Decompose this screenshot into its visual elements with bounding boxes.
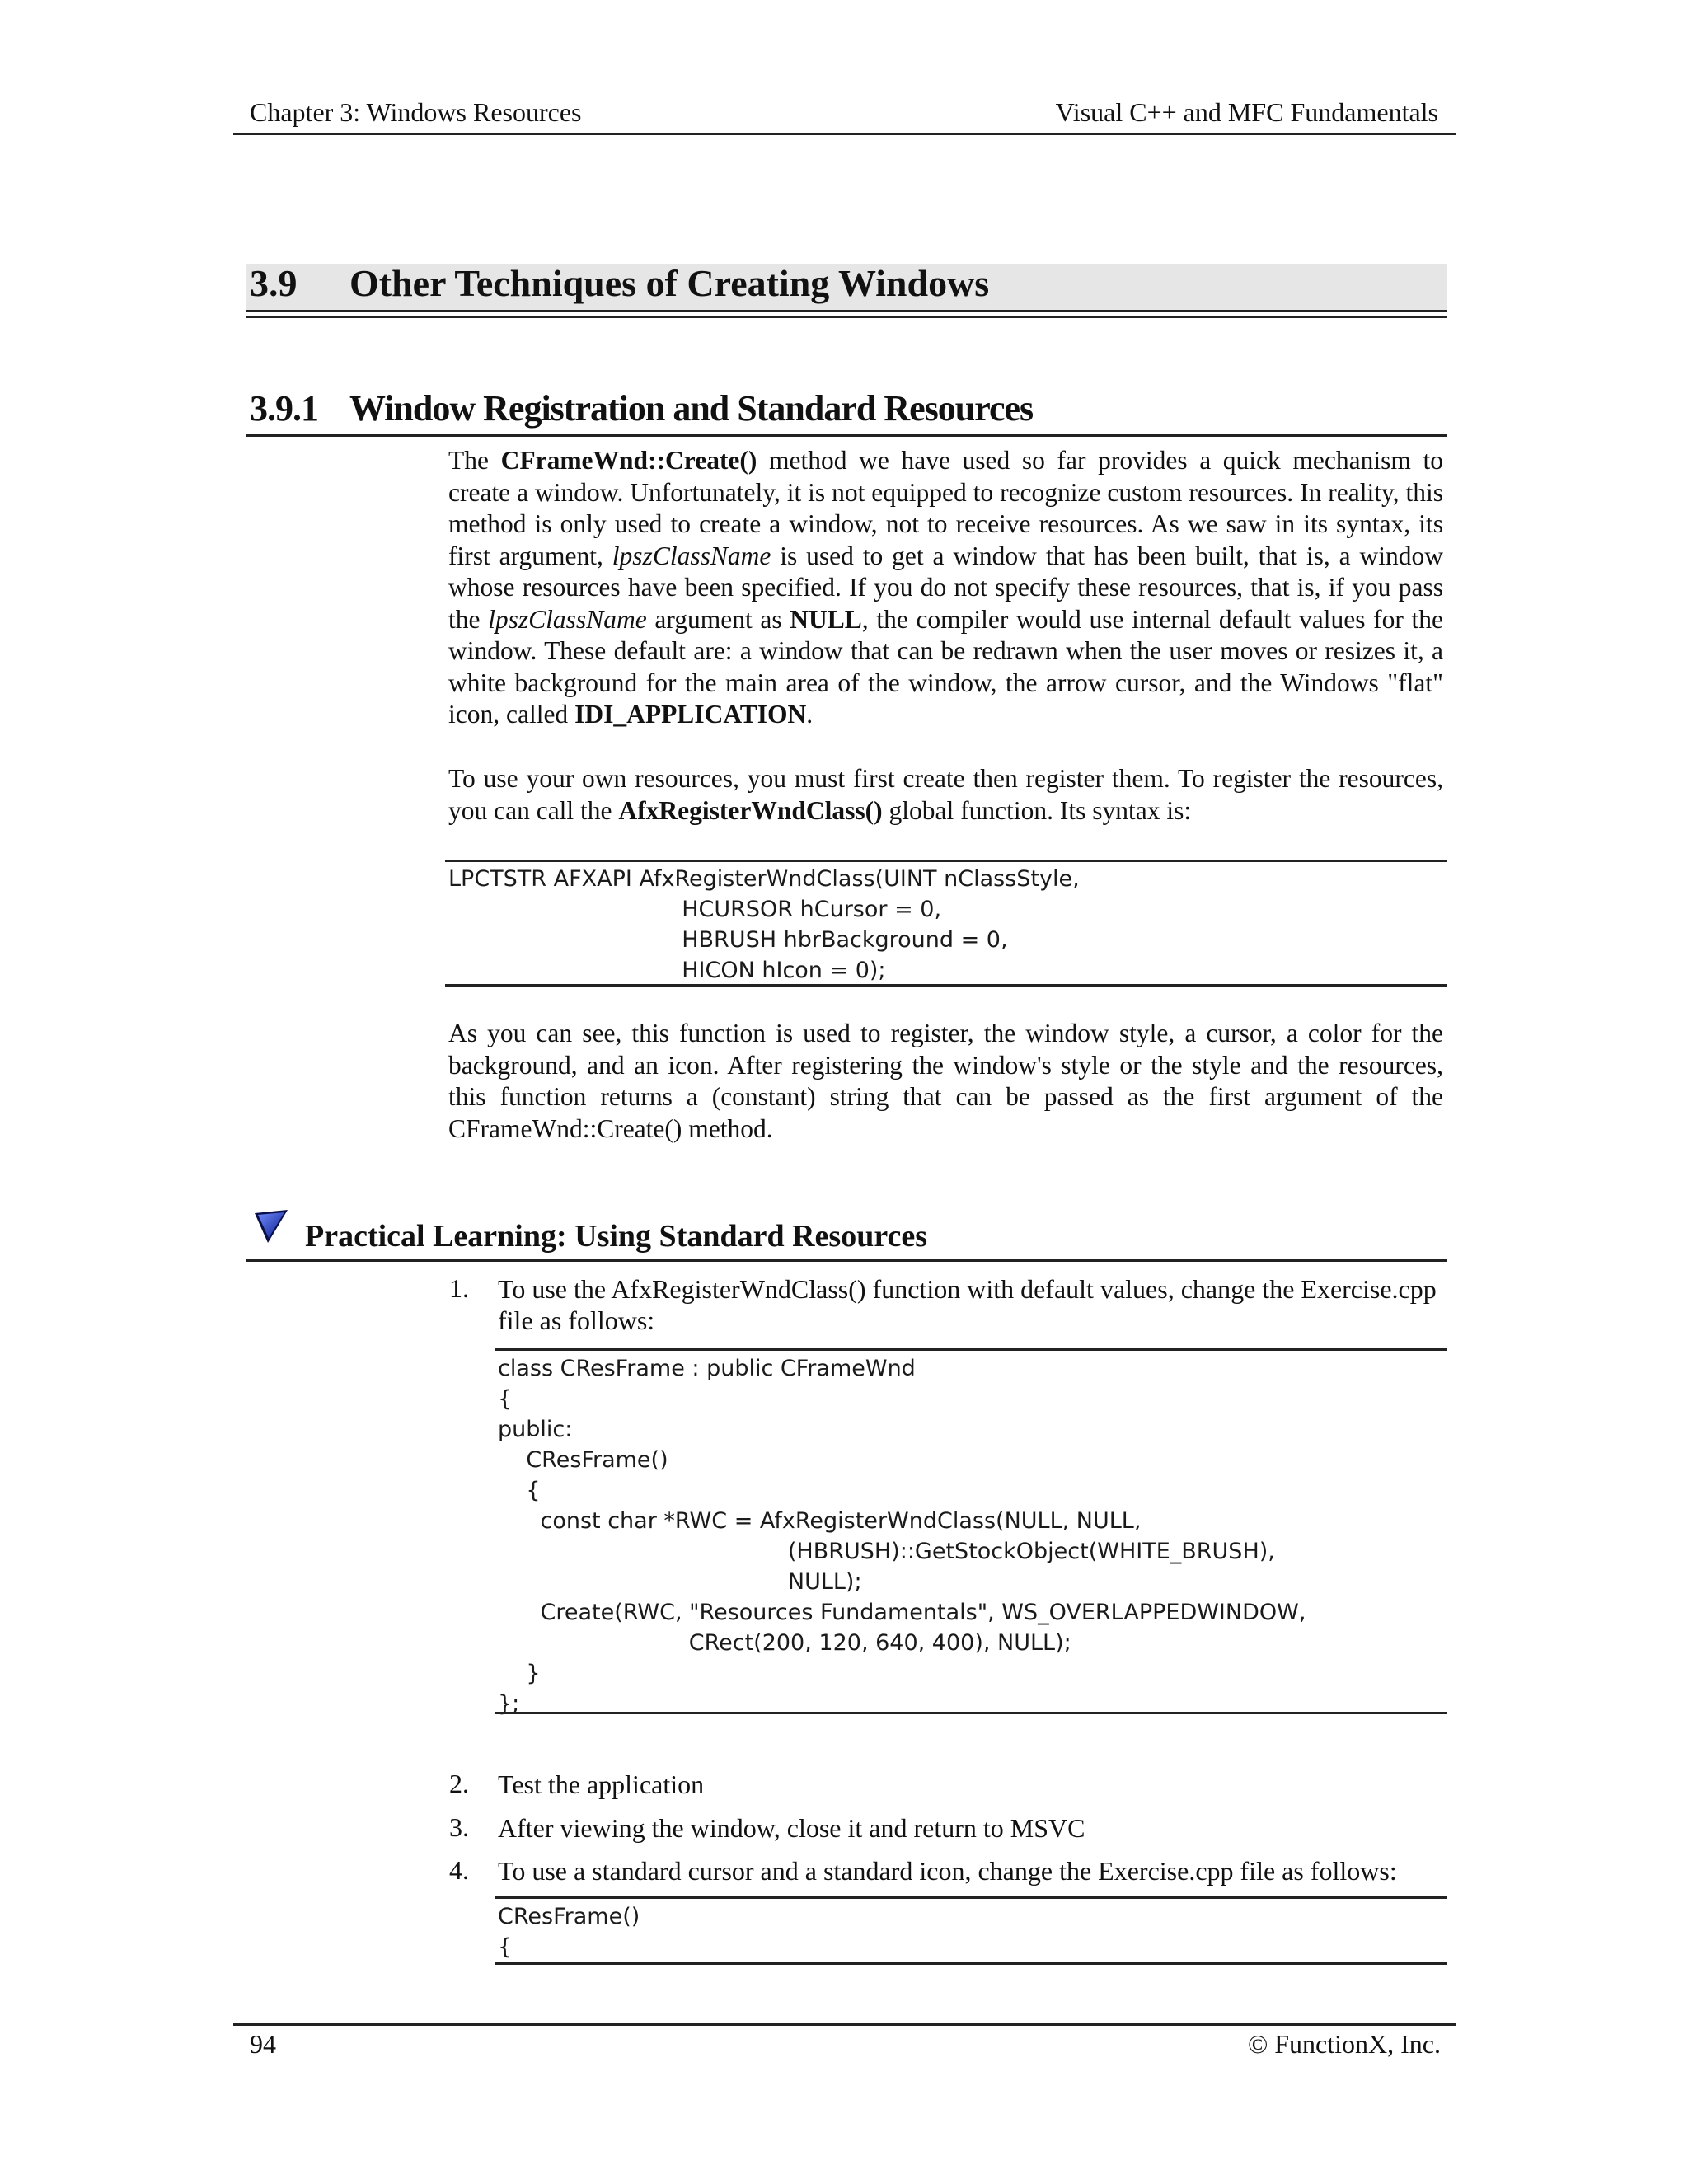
step-number: 4. xyxy=(449,1855,469,1885)
text-run: is used to get a window that has been built, that is, a window whose resources have been specified. If you do not specify these resources, that is, if you pass the xyxy=(448,541,1443,634)
copyright-notice: © FunctionX, Inc. xyxy=(1247,2029,1441,2059)
section-divider-bottom xyxy=(246,316,1447,318)
code-box-top-rule xyxy=(495,1348,1447,1351)
section-divider-top xyxy=(246,310,1447,312)
header-divider xyxy=(233,133,1456,135)
term-cframewnd-create: CFrameWnd::Create() xyxy=(500,446,757,475)
blue-triangle-icon xyxy=(251,1208,293,1244)
code-box-bottom-rule xyxy=(495,1712,1447,1714)
step-text: Test the application xyxy=(498,1769,705,1799)
code-box-bottom-rule xyxy=(495,1962,1447,1965)
text-run: . xyxy=(806,700,814,729)
paragraph-function-explanation: As you can see, this function is used to register, the window style, a cursor, a color for the background, and an icon. After registering the window's style or the style and the resources, this function returns a (constant) string that can be passed as the first argument of the CFrameWnd::Create() method. xyxy=(448,1019,1443,1143)
step-number: 1. xyxy=(449,1273,469,1303)
text-run: method we have used so far provides a quick mechanism to create a window. Unfortunately, it is not equipped to recognize custom resources. In reality, this method is only used to create a window, not to receive resources. As we saw in its syntax, its first argument, xyxy=(448,446,1443,570)
subsection-divider xyxy=(246,434,1447,437)
step-number: 2. xyxy=(449,1769,469,1798)
subsection-number: 3.9.1 xyxy=(250,388,318,429)
term-lpszclassname: lpszClassName xyxy=(612,541,771,570)
running-header-book-title: Visual C++ and MFC Fundamentals xyxy=(1055,97,1438,127)
step-text: After viewing the window, close it and return to MSVC xyxy=(498,1813,1085,1843)
step-text: To use a standard cursor and a standard icon, change the Exercise.cpp file as follows: xyxy=(498,1856,1397,1886)
syntax-code-block: LPCTSTR AFXAPI AfxRegisterWndClass(UINT nClassStyle, HCURSOR hCursor = 0, HBRUSH hbrBackground = 0, HICON hIcon = 0); xyxy=(448,866,1080,983)
step-text: To use the AfxRegisterWndClass() function with default values, change the Exercise.cpp file as follows: xyxy=(498,1274,1437,1335)
code-block-cresframe-constructor: CResFrame() { xyxy=(498,1904,640,1960)
term-lpszclassname: lpszClassName xyxy=(488,604,647,634)
practical-learning-divider xyxy=(246,1259,1447,1262)
code-block-cresframe: class CResFrame : public CFrameWnd { public: CResFrame() { const char *RWC = AfxRegisterWndClass(NULL, NULL, (HBRUSH)::GetStockObject(WHITE_BRUSH), NULL); Create(RWC, "Resources Fundamentals", WS_OVERLAPPEDWINDOW, CRect(200, 120, 640, 400), NULL); } }; xyxy=(498,1356,1306,1717)
code-box-top-rule xyxy=(495,1896,1447,1899)
term-null: NULL xyxy=(790,604,862,634)
subsection-title: Window Registration and Standard Resources xyxy=(349,388,1034,429)
text-run: argument as xyxy=(646,604,790,634)
text-run: global function. Its syntax is: xyxy=(882,795,1192,825)
text-run: To use your own resources, you must first create then register them. To register the resources, you can call the xyxy=(448,764,1443,825)
paragraph-create-method xyxy=(448,445,1443,731)
section-title: Other Techniques of Creating Windows xyxy=(349,262,990,304)
syntax-box-top-rule xyxy=(445,860,1447,862)
text-run: , the compiler would use internal default values for the window. These default are: a window that can be redrawn when the user moves or resizes it, a white background for the main area of the window, the arrow cursor, and the Windows "flat" icon, called xyxy=(448,604,1444,729)
syntax-box-bottom-rule xyxy=(445,984,1447,987)
page-number: 94 xyxy=(250,2029,276,2059)
practical-learning-title: Practical Learning: Using Standard Resources xyxy=(305,1219,928,1254)
term-idi-application: IDI_APPLICATION xyxy=(574,700,807,729)
step-number: 3. xyxy=(449,1812,469,1842)
footer-divider xyxy=(233,2023,1456,2026)
term-afxregisterwndclass: AfxRegisterWndClass() xyxy=(618,795,883,825)
text-run: The xyxy=(448,446,501,475)
paragraph-register-resources xyxy=(448,763,1443,827)
section-number: 3.9 xyxy=(250,262,298,304)
running-header-chapter: Chapter 3: Windows Resources xyxy=(250,97,582,127)
